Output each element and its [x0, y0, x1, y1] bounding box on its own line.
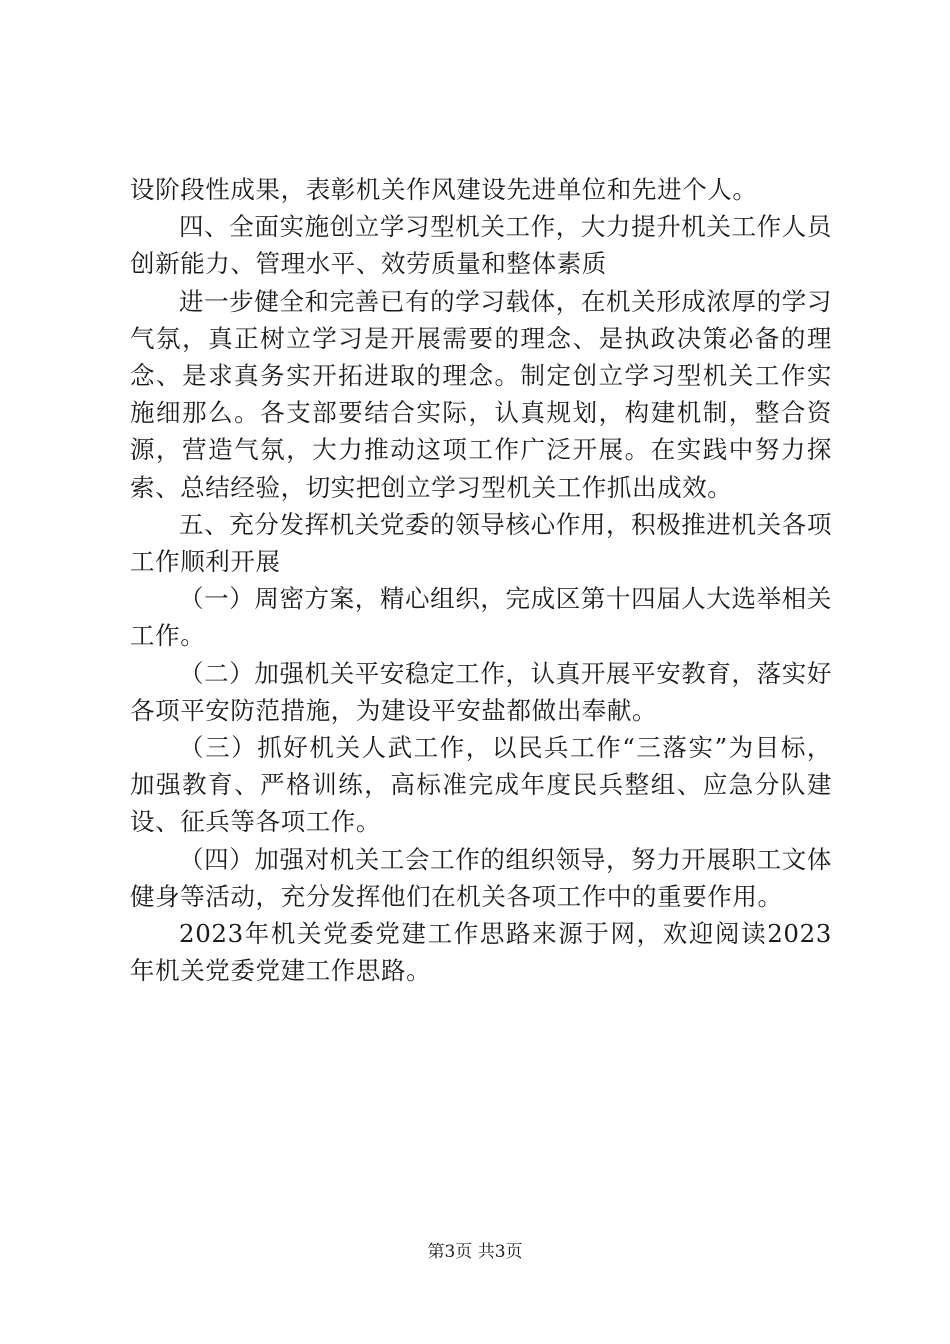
item-2: （二）加强机关平安稳定工作，认真开展平安教育，落实好各项平安防范措施，为建设平安盐都做出奉献。 [130, 658, 832, 725]
paragraph-continuation: 设阶段性成果，表彰机关作风建设先进单位和先进个人。 [130, 175, 758, 204]
section-heading-4: 四、全面实施创立学习型机关工作，大力提升机关工作人员创新能力、管理水平、效劳质量和整体素质 [130, 212, 832, 279]
paragraph-learning: 进一步健全和完善已有的学习载体，在机关形成浓厚的学习气氛，真正树立学习是开展需要的理念、是执政决策必备的理念、是求真务实开拓进取的理念。制定创立学习型机关工作实施细那么。各支部要结合实际，认真规划，构建机制，整合资源，营造气氛，大力推动这项工作广泛开展。在实践中努力探索、总结经验，切实把创立学习型机关工作抓出成效。 [130, 286, 832, 502]
document-body [130, 171, 832, 989]
section-heading-5: 五、充分发挥机关党委的领导核心作用，积极推进机关各项工作顺利开展 [130, 509, 832, 577]
item-4: （四）加强对机关工会工作的组织领导，努力开展职工文体健身等活动，充分发挥他们在机关各项工作中的重要作用。 [130, 844, 832, 911]
page-footer [0, 1241, 950, 1263]
closing-note: 2023年机关党委党建工作思路来源于网，欢迎阅读2023年机关党委党建工作思路。 [130, 919, 832, 986]
page-number-label: 第3页 共3页 [427, 1242, 523, 1262]
item-1: （一）周密方案，精心组织，完成区第十四届人大选举相关工作。 [130, 584, 832, 651]
item-3: （三）抓好机关人武工作，以民兵工作“三落实”为目标，加强教育、严格训练，高标准完成年度民兵整组、应急分队建设、征兵等各项工作。 [130, 733, 832, 837]
